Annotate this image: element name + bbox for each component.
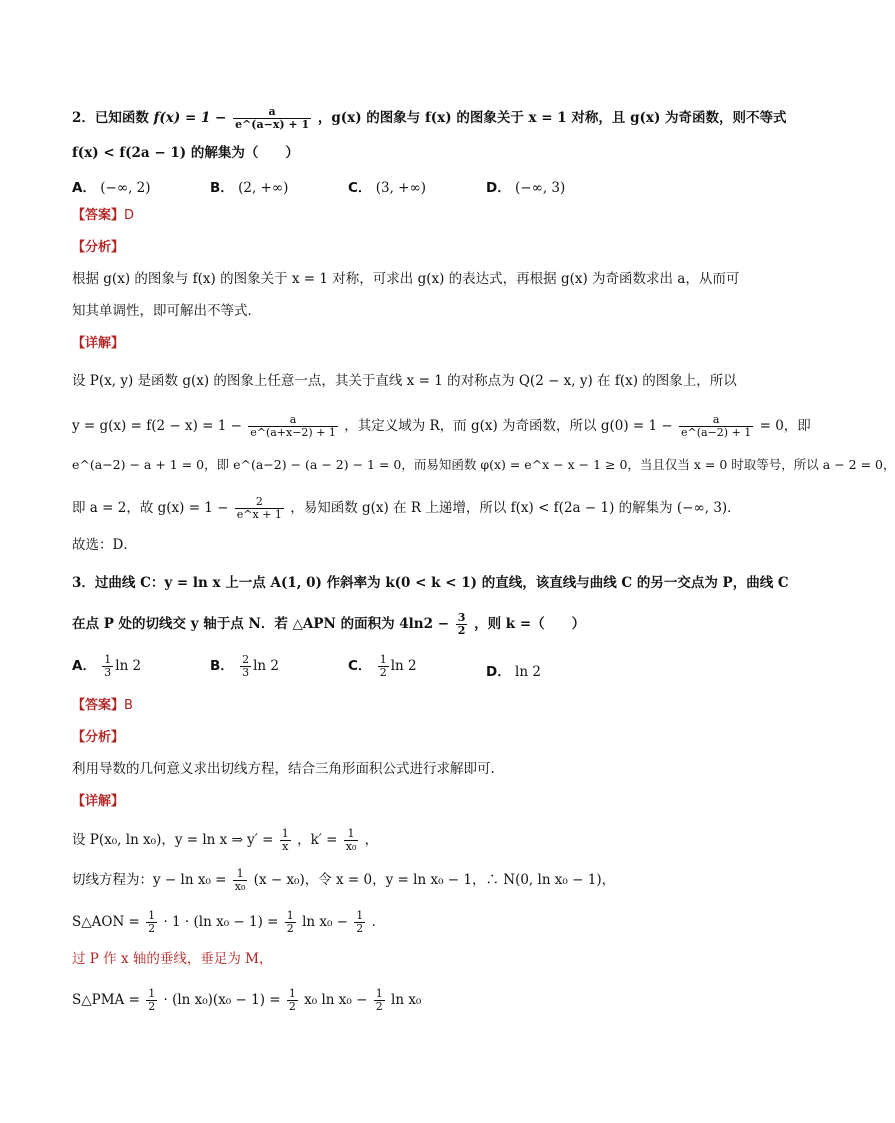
q3-option-b-fraction [240, 654, 251, 679]
q3-e5-fraction-1 [146, 988, 157, 1013]
q3-e3-den-1: 2 [148, 922, 156, 935]
q3-e2-den: x₀ [234, 880, 246, 893]
q2-fdef-den: e^(a−x) + 1 [235, 118, 310, 131]
q2-d2-den-2: e^(a−2) + 1 [681, 426, 752, 439]
q3-option-d-key: D． [486, 664, 511, 680]
q3-e5-fraction-2 [287, 988, 298, 1013]
q3-option-a [72, 654, 141, 679]
q3-e5-den-3: 2 [375, 1000, 383, 1013]
q3-e5-b: · (ln x₀)(x₀ − 1) = [163, 992, 281, 1008]
q2-option-c [348, 176, 426, 196]
q3-e3-a: S△AON = [72, 914, 140, 930]
q3-answer-line [72, 696, 734, 715]
q3-e5-den-1: 2 [148, 1000, 156, 1013]
q3-e3-c: ln x₀ − [302, 914, 348, 930]
q3-stem-b: 在点 P 处的切线交 y 轴于点 N．若 △APN 的面积为 4ln2 − [72, 616, 450, 632]
q2-detail-line-5: 故选：D． [72, 537, 137, 553]
q3-analysis-line-1: 利用导数的几何意义求出切线方程，结合三角形面积公式进行求解即可. [72, 761, 495, 777]
q3-detail-line-2 [72, 868, 734, 893]
q3-stem-c: ，则 k =（ ） [474, 616, 586, 632]
q2-detail-label [72, 334, 734, 353]
q2-stem-b: ，g(x) 的图象与 f(x) 的图象关于 x = 1 对称，且 g(x) 为奇函数，则不等式 [317, 110, 787, 126]
q2-detail-line-3: e^(a−2) − a + 1 = 0，即 e^(a−2) − (a − 2) − 1 = 0，而易知函数 φ(x) = e^x − x − 1 ≥ 0，当且仅当 x = 0 时取等号，所以 a − 2 = 0， [72, 457, 895, 472]
q2-d2-fraction-1 [248, 414, 338, 439]
q2-option-b-val: (2, +∞) [238, 180, 289, 196]
q3-e5-num-2: 1 [288, 987, 296, 1000]
q2-stem-line-1 [72, 105, 787, 131]
q3-e1-fraction-2 [344, 828, 359, 853]
q2-fdef-left: f(x) = 1 − [153, 110, 227, 126]
q3-e5-den-2: 2 [288, 1000, 296, 1013]
q2-d4-fraction [235, 496, 284, 521]
q3-detail-line-3 [72, 910, 734, 935]
q3-option-b-den: 3 [242, 666, 250, 679]
q2-option-a-key: A． [72, 180, 96, 196]
q2-d4-a: 即 a = 2，故 g(x) = 1 − [72, 500, 229, 516]
q3-e5-d: ln x₀ [391, 992, 422, 1008]
q2-answer-value: D [124, 208, 135, 223]
q3-answer-label: 【答案】 [72, 698, 125, 713]
q3-e3-fraction-1 [146, 910, 157, 935]
q2-d2-a: y = g(x) = f(2 − x) = 1 − [72, 418, 242, 434]
q3-option-a-den: 3 [104, 666, 112, 679]
q3-detail-label-text: 【详解】 [72, 794, 125, 809]
q3-option-a-fraction [102, 654, 113, 679]
q2-d2-num-1: a [248, 414, 338, 427]
q3-analysis-label-text: 【分析】 [72, 730, 125, 745]
q2-option-a [72, 176, 151, 196]
q3-e2-fraction [233, 868, 248, 893]
q3-option-c-fraction [378, 654, 389, 679]
q3-option-b [210, 654, 279, 679]
q3-e1-a: 设 P(x₀, ln x₀)，y = ln x ⇒ y′ = [72, 832, 274, 848]
q3-detail-line-1 [72, 828, 734, 853]
q3-e1-num-1: 1 [281, 827, 289, 840]
q3-e3-fraction-2 [285, 910, 296, 935]
q2-option-b [210, 176, 288, 196]
q2-fdef-fraction [233, 106, 311, 131]
q3-option-c-den: 2 [379, 666, 387, 679]
q3-option-b-key: B． [210, 658, 234, 674]
q2-stem-line-2: f(x) < f(2a − 1) 的解集为（ ） [72, 145, 299, 161]
q3-e5-num-1: 1 [148, 987, 156, 1000]
q3-detail-line-5 [72, 988, 734, 1013]
q3-option-c-key: C． [348, 658, 372, 674]
q2-d4-num: 2 [235, 496, 284, 509]
q2-option-a-val: (−∞, 2) [100, 180, 151, 196]
q2-d4-den: e^x + 1 [236, 508, 282, 521]
q3-detail-label [72, 792, 734, 811]
q3-e1-den-2: x₀ [345, 840, 357, 853]
q3-answer-value: B [124, 698, 133, 713]
q3-e1-den-1: x [282, 840, 289, 853]
q2-detail-line-2 [72, 413, 811, 439]
q3-e3-b: · 1 · (ln x₀ − 1) = [163, 914, 279, 930]
q3-option-d [486, 660, 541, 680]
q3-option-d-tail: ln 2 [515, 664, 541, 680]
q2-detail-label-text: 【详解】 [72, 336, 125, 351]
q2-d2-den-1: e^(a+x−2) + 1 [250, 426, 336, 439]
q3-analysis-label [72, 728, 734, 747]
q2-answer-label: 【答案】 [72, 208, 125, 223]
q3-e3-d: ． [371, 914, 386, 930]
q3-e1-fraction-1 [280, 828, 291, 853]
q3-e1-num-2: 1 [344, 828, 359, 841]
q2-answer-line [72, 206, 734, 225]
q2-d2-b: ，其定义域为 R，而 g(x) 为奇函数，所以 g(0) = 1 − [344, 418, 673, 434]
q3-e3-den-2: 2 [286, 922, 294, 935]
q3-e5-c: x₀ ln x₀ − [304, 992, 368, 1008]
q3-e2-num: 1 [233, 868, 248, 881]
q2-option-c-key: C． [348, 180, 372, 196]
q3-option-b-num: 2 [242, 653, 250, 666]
q2-analysis-line-1: 根据 g(x) 的图象与 f(x) 的图象关于 x = 1 对称，可求出 g(x) 的表达式，再根据 g(x) 为奇函数求出 a，从而可 [72, 271, 740, 287]
q2-d2-fraction-2 [679, 414, 753, 439]
q2-analysis-line-2: 知其单调性，即可解出不等式． [72, 303, 261, 319]
q3-e3-num-2: 1 [286, 909, 294, 922]
q2-stem-a: 2．已知函数 [72, 110, 149, 126]
q3-detail-line-4: 过 P 作 x 轴的垂线，垂足为 M， [72, 951, 273, 967]
q3-e3-num-1: 1 [148, 909, 156, 922]
q2-option-d-key: D． [486, 180, 511, 196]
q3-e1-c: ， [364, 832, 379, 848]
q3-e3-num-3: 1 [356, 909, 364, 922]
q2-detail-line-1: 设 P(x, y) 是函数 g(x) 的图象上任意一点，其关于直线 x = 1 的对称点为 Q(2 − x, y) 在 f(x) 的图象上，所以 [72, 373, 737, 389]
q2-option-d-val: (−∞, 3) [515, 180, 566, 196]
q2-d2-c: = 0，即 [759, 418, 811, 434]
q3-stem-num: 3 [457, 611, 466, 624]
q2-fdef-num: a [233, 106, 311, 119]
q3-option-a-num: 1 [104, 653, 112, 666]
q3-stem-den: 2 [457, 624, 466, 637]
q3-option-b-tail: ln 2 [253, 658, 279, 674]
q3-option-c-tail: ln 2 [390, 658, 417, 674]
q2-option-d [486, 176, 565, 196]
q3-e1-b: ，k′ = [297, 832, 338, 848]
q3-option-c-num: 1 [379, 653, 387, 666]
q3-e5-num-3: 1 [375, 987, 383, 1000]
q2-d2-num-2: a [679, 414, 753, 427]
q2-option-b-key: B． [210, 180, 234, 196]
q3-e3-den-3: 2 [356, 922, 364, 935]
q3-stem-line-1: 3．过曲线 C：y = ln x 上一点 A(1, 0) 作斜率为 k(0 < k < 1) 的直线，该直线与曲线 C 的另一交点为 P，曲线 C [72, 575, 789, 591]
q3-option-a-key: A． [72, 658, 96, 674]
q2-analysis-label-text: 【分析】 [72, 240, 125, 255]
q2-analysis-label [72, 238, 734, 257]
q3-e2-b: (x − x₀)，令 x = 0，y = ln x₀ − 1，∴ N(0, ln x₀ − 1)， [253, 872, 616, 888]
q3-e3-fraction-3 [354, 910, 365, 935]
q3-e2-a: 切线方程为：y − ln x₀ = [72, 872, 227, 888]
q2-d4-b: ，易知函数 g(x) 在 R 上递增，所以 f(x) < f(2a − 1) 的解集为 (−∞, 3)． [290, 500, 741, 516]
q3-option-c [348, 654, 417, 679]
q3-e5-a: S△PMA = [72, 992, 140, 1008]
q3-option-a-tail: ln 2 [115, 658, 142, 674]
q2-detail-line-4 [72, 495, 741, 521]
q3-stem-line-2 [72, 612, 734, 637]
q3-e5-fraction-3 [374, 988, 385, 1013]
q2-option-c-val: (3, +∞) [375, 180, 426, 196]
q3-stem-fraction [456, 612, 468, 637]
